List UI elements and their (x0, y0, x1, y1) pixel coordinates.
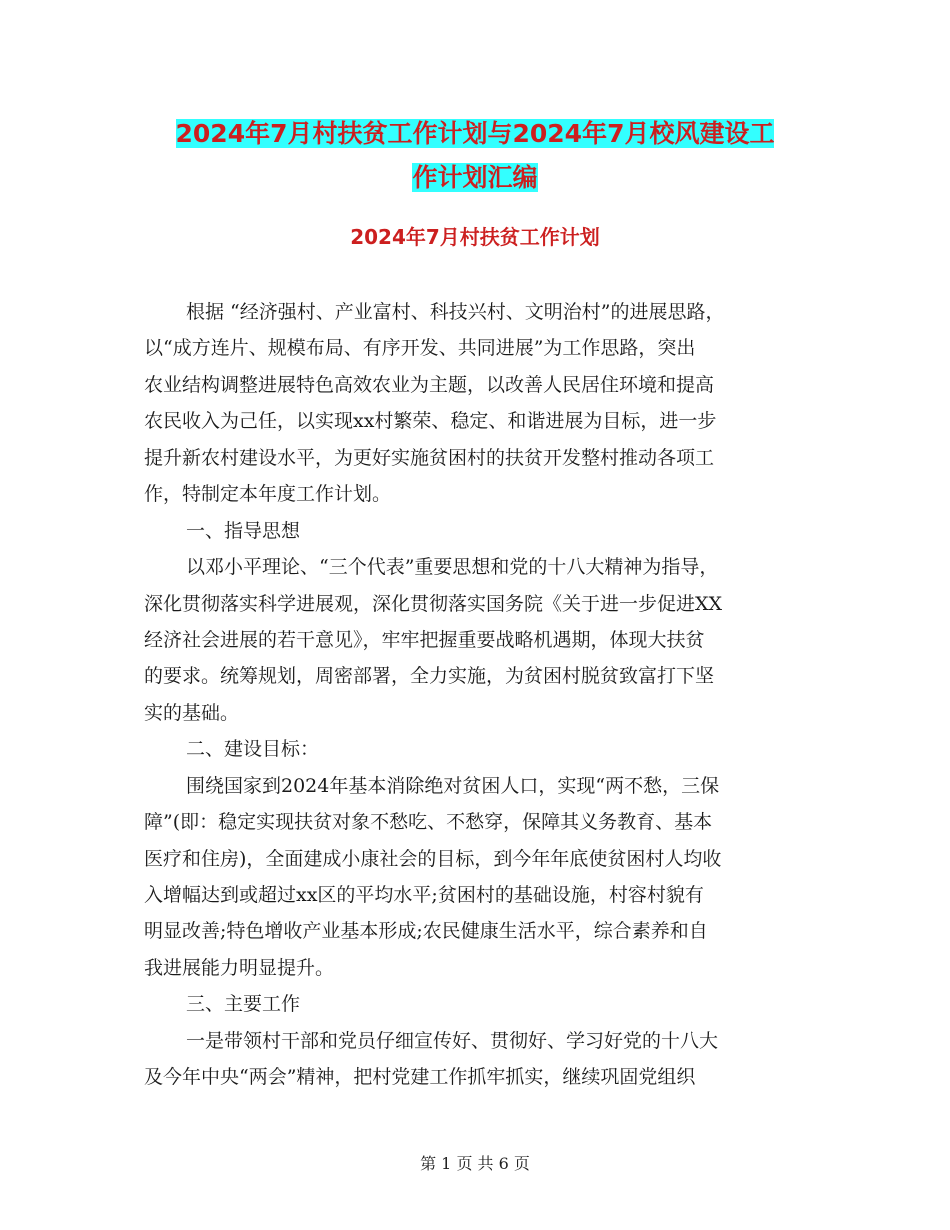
body-text-line: 我进展能力明显提升。 (144, 956, 335, 979)
body-text-line: 围绕国家到2024年基本消除绝对贫困人口，实现“两不愁，三保 (186, 774, 720, 797)
body-text-line: 及今年中央“两会”精神，把村党建工作抓牢抓实，继续巩固党组织 (144, 1066, 696, 1089)
body-text-line: 农业结构调整进展特色高效农业为主题，以改善人民居住环境和提高 (144, 373, 715, 396)
body-text-line: 入增幅达到或超过xx区的平均水平;贫困村的基础设施，村容村貌有 (144, 884, 704, 906)
document-title-line-1: 2024年7月村扶贫工作计划与2024年7月校风建设工 (175, 119, 775, 148)
section-title: 2024年7月村扶贫工作计划 (350, 225, 600, 249)
page-footer: 第 1 页 共 6 页 (420, 1154, 530, 1173)
body-text-line: 三、主要工作 (186, 993, 301, 1016)
body-text-line: 一、指导思想 (186, 519, 301, 542)
body-text-line: 医疗和住房)，全面建成小康社会的目标，到今年年底使贫困村人均收 (144, 847, 722, 870)
body-text-line: 一是带领村干部和党员仔细宣传好、贯彻好、学习好党的十八大 (186, 1029, 719, 1052)
document-title-line-2: 作计划汇编 (412, 163, 538, 192)
body-text-line: 经济社会进展的若干意见》，牢牢把握重要战略机遇期，体现大扶贫 (144, 628, 705, 651)
body-text-line: 障”(即：稳定实现扶贫对象不愁吃、不愁穿，保障其义务教育、基本 (144, 811, 713, 834)
body-text-line: 农民收入为己任，以实现xx村繁荣、稳定、和谐进展为目标，进一步 (144, 410, 717, 433)
body-text-line: 深化贯彻落实科学进展观，深化贯彻落实国务院《关于进一步促进XX (144, 592, 723, 615)
body-text-line: 提升新农村建设水平，为更好实施贫困村的扶贫开发整村推动各项工 (144, 446, 715, 469)
body-text-line: 以“成方连片、规模布局、有序开发、共同进展”为工作思路，突出 (144, 337, 696, 360)
body-text-line: 根据 “经济强村、产业富村、科技兴村、文明治村”的进展思路， (186, 301, 725, 323)
body-text-line: 二、建设目标： (186, 738, 320, 761)
body-text-line: 以邓小平理论、“三个代表”重要思想和党的十八大精神为指导， (186, 556, 719, 579)
document-title (140, 112, 810, 200)
body-text-line: 作，特制定本年度工作计划。 (144, 483, 392, 506)
document-body (144, 294, 808, 1096)
body-text-line: 的要求。统筹规划，周密部署，全力实施，为贫困村脱贫致富打下坚 (144, 665, 715, 688)
body-text-line: 实的基础。 (144, 701, 240, 724)
body-text-line: 明显改善;特色增收产业基本形成;农民健康生活水平，综合素养和自 (144, 920, 708, 943)
